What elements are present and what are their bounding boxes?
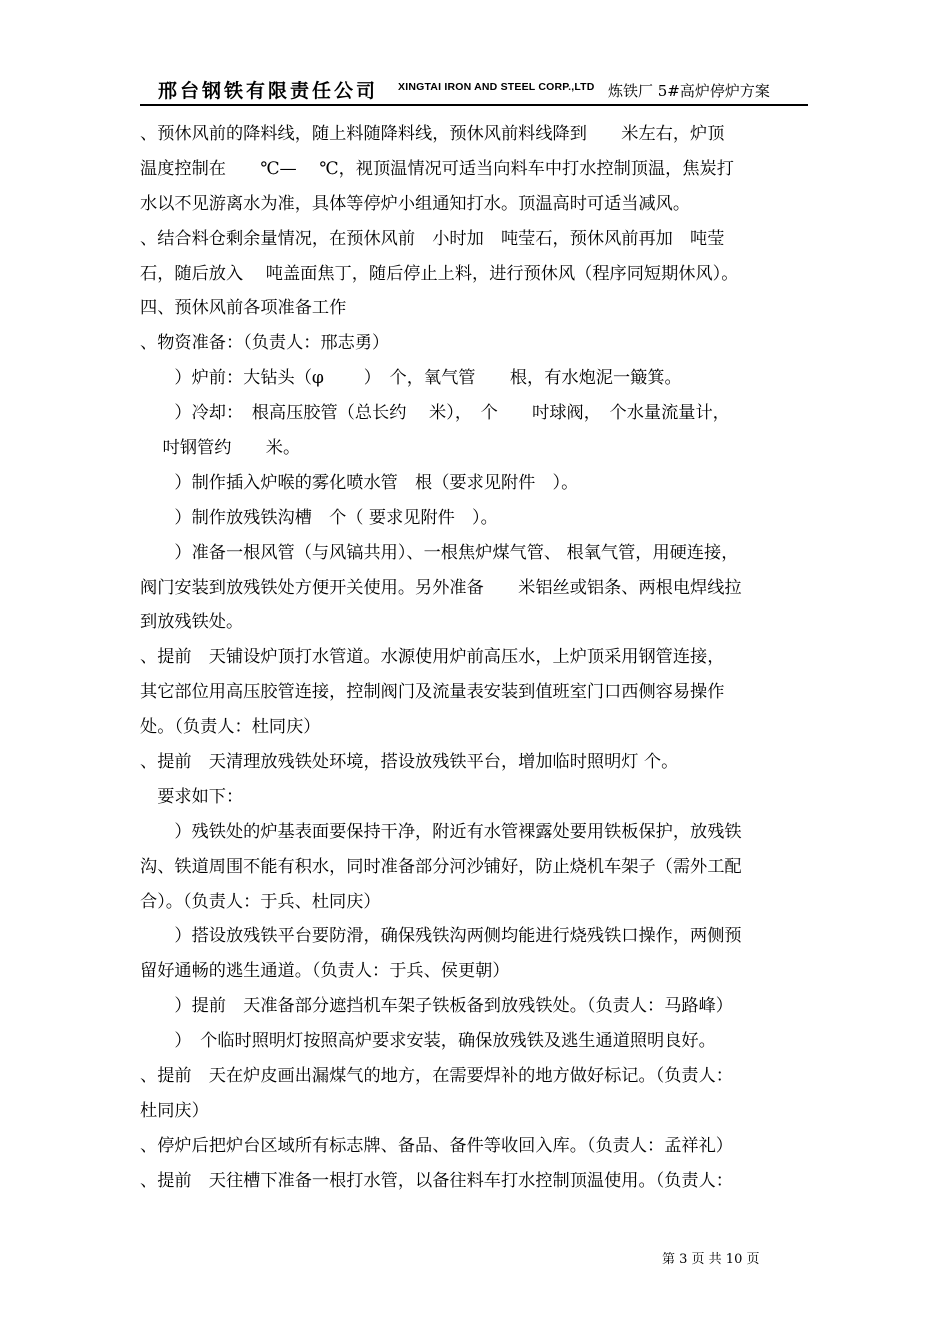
body-line: ）制作放残铁沟槽 个（ 要求见附件 ）。 [140, 507, 498, 528]
company-logo-chinese: 邢台钢铁有限责任公司 [158, 80, 379, 102]
body-line: 温度控制在 ℃— ℃，视顶温情况可适当向料车中打水控制顶温，焦炭打 [140, 158, 734, 179]
body-line: 、结合料仓剩余量情况，在预休风前 小时加 吨莹石，预休风前再加 吨莹 [140, 228, 725, 249]
body-line: 杜同庆） [140, 1100, 209, 1121]
body-line: 处。（负责人：杜同庆） [140, 717, 321, 738]
body-line: ）制作插入炉喉的雾化喷水管 根（要求见附件 ）。 [140, 472, 579, 493]
document-body [140, 117, 812, 1199]
body-line: ）准备一根风管（与风镐共用）、一根焦炉煤气管、 根氧气管，用硬连接， [140, 542, 739, 563]
body-line: 到放残铁处。 [140, 612, 244, 633]
body-line: 、预休风前的降料线，随上料随降料线，预休风前料线降到 米左右，炉顶 [140, 124, 725, 144]
body-line: ）残铁处的炉基表面要保持干净，附近有水管裸露处要用铁板保护，放残铁 [140, 821, 742, 842]
body-line: 、提前 天清理放残铁处环境，搭设放残铁平台，增加临时照明灯 个。 [140, 752, 679, 773]
body-line: 吋钢管约 米。 [140, 438, 301, 459]
body-line: 阀门安装到放残铁处方便开关使用。另外准备 米铝丝或铝条、两根电焊线拉 [140, 577, 742, 598]
body-line: 、提前 天铺设炉顶打水管道。水源使用炉前高压水，上炉顶采用钢管连接， [140, 647, 725, 668]
section-heading: 四、预休风前各项准备工作 [140, 298, 347, 319]
body-line: 水以不见游离水为准，具体等停炉小组通知打水。顶温高时可适当减风。 [140, 193, 691, 214]
page-number: 第 3 页 共 10 页 [662, 1252, 760, 1267]
document-title: 炼铁厂 5#高炉停炉方案 [608, 82, 770, 100]
body-line: 合）。（负责人：于兵、杜同庆） [140, 891, 381, 912]
body-line: 、停炉后把炉台区域所有标志牌、备品、备件等收回入库。（负责人：孟祥礼） [140, 1135, 733, 1156]
body-line: 要求如下： [140, 786, 244, 807]
company-logo-english: XINGTAI IRON AND STEEL CORP.,LTD [398, 81, 595, 93]
body-line: 沟、铁道周围不能有积水，同时准备部分河沙铺好，防止烧机车架子（需外工配 [140, 856, 742, 877]
body-line: 、提前 天在炉皮画出漏煤气的地方，在需要焊补的地方做好标记。（负责人： [140, 1066, 733, 1087]
body-line: 石，随后放入 吨盖面焦丁，随后停止上料，进行预休风（程序同短期休风）。 [140, 263, 739, 284]
body-line: 、物资准备：（负责人：邢志勇） [140, 333, 390, 354]
body-line: ）炉前：大钻头（φ ） 个，氧气管 根，有水炮泥一簸箕。 [140, 368, 682, 389]
body-line: 、提前 天往槽下准备一根打水管，以备往料车打水控制顶温使用。（负责人： [140, 1170, 733, 1191]
body-line: ）冷却： 根高压胶管（总长约 米）， 个 吋球阀， 个水量流量计， [140, 403, 730, 424]
body-line: 留好通畅的逃生通道。（负责人：于兵、侯更朝） [140, 961, 510, 982]
body-line: ）搭设放残铁平台要防滑，确保残铁沟两侧均能进行烧残铁口操作，两侧预 [140, 926, 742, 947]
body-line: ）提前 天准备部分遮挡机车架子铁板备到放残铁处。（负责人：马路峰） [140, 996, 733, 1017]
body-line: 其它部位用高压胶管连接，控制阀门及流量表安装到值班室门口西侧容易操作 [140, 682, 725, 703]
page-header [140, 70, 808, 104]
header-rule [140, 104, 808, 106]
body-line: ） 个临时照明灯按照高炉要求安装，确保放残铁及逃生通道照明良好。 [140, 1031, 716, 1052]
